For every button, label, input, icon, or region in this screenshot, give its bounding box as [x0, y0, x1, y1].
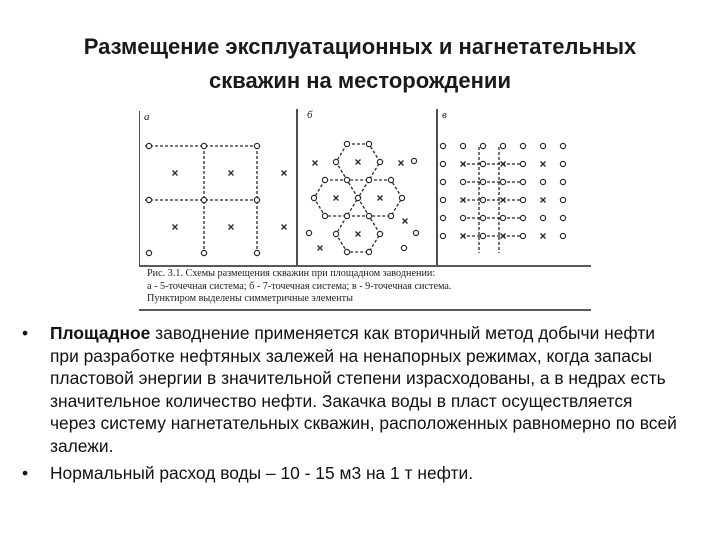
injection-well-marker [541, 234, 546, 239]
injection-well-marker [541, 198, 546, 203]
production-well-marker [366, 177, 371, 182]
production-well-marker [440, 179, 445, 184]
figure-caption [147, 268, 587, 306]
panel-label-c: в [442, 109, 447, 121]
production-well-marker [540, 215, 545, 220]
production-well-marker [146, 197, 151, 202]
injection-well-marker [282, 171, 287, 176]
production-well-marker [440, 215, 445, 220]
production-well-marker [520, 161, 525, 166]
bullet-text: Нормальный расход воды – 10 - 15 м3 на 1 т нефти. [50, 462, 474, 483]
production-well-marker [344, 141, 349, 146]
production-well-marker [560, 161, 565, 166]
bullet-item-water-rate [22, 462, 682, 485]
injection-well-marker [403, 219, 408, 224]
bullet-list [22, 322, 682, 488]
production-well-marker [440, 233, 445, 238]
production-well-marker [480, 197, 485, 202]
production-well-marker [480, 143, 485, 148]
injection-well-marker [334, 196, 339, 201]
injection-well-marker [378, 196, 383, 201]
production-well-marker [254, 250, 259, 255]
caption-line-3: Пунктиром выделены симметричные элементы [147, 293, 353, 304]
production-well-marker [201, 250, 206, 255]
production-well-marker [560, 143, 565, 148]
production-well-marker [480, 215, 485, 220]
injection-well-marker [356, 160, 361, 165]
well-layout-figure [139, 103, 591, 317]
production-well-marker [560, 179, 565, 184]
production-well-marker [540, 179, 545, 184]
production-well-marker [520, 233, 525, 238]
production-well-marker [311, 195, 316, 200]
production-well-marker [146, 250, 151, 255]
production-well-marker [333, 231, 338, 236]
production-well-marker [480, 161, 485, 166]
injection-well-marker [318, 246, 323, 251]
injection-well-marker [541, 162, 546, 167]
injection-well-marker [282, 225, 287, 230]
production-well-marker [401, 245, 406, 250]
production-well-marker [500, 215, 505, 220]
production-well-marker [460, 179, 465, 184]
production-well-marker [344, 213, 349, 218]
production-well-marker [440, 197, 445, 202]
production-well-marker [440, 161, 445, 166]
title-line-2: скважин на месторождении [209, 68, 511, 93]
production-well-marker [201, 143, 206, 148]
production-well-marker [306, 230, 311, 235]
production-well-marker [254, 197, 259, 202]
production-well-marker [146, 143, 151, 148]
production-well-marker [520, 215, 525, 220]
production-well-marker [322, 213, 327, 218]
production-well-marker [254, 143, 259, 148]
production-well-marker [399, 195, 404, 200]
production-well-marker [520, 197, 525, 202]
production-well-marker [344, 249, 349, 254]
caption-line-1: Рис. 3.1. Схемы размещения скважин при площадном заводнении: [147, 268, 436, 279]
production-well-marker [413, 230, 418, 235]
production-well-marker [560, 215, 565, 220]
production-well-marker [411, 158, 416, 163]
production-well-marker [460, 215, 465, 220]
production-well-marker [366, 141, 371, 146]
bullet-bold-term: Площадное [50, 323, 151, 343]
production-well-marker [540, 143, 545, 148]
production-well-marker [322, 177, 327, 182]
injection-well-marker [399, 161, 404, 166]
production-well-marker [520, 179, 525, 184]
injection-well-marker [229, 225, 234, 230]
panel-label-b: б [307, 109, 313, 121]
production-well-marker [560, 233, 565, 238]
production-well-marker [388, 213, 393, 218]
bullet-marker: • [22, 323, 29, 343]
caption-line-2: а - 5-точечная система; б - 7-точечная система; в - 9-точечная система. [147, 280, 452, 292]
production-well-marker [333, 159, 338, 164]
panel-label-a: а [144, 111, 150, 123]
bullet-marker: • [22, 462, 29, 483]
bullet-item-areal-flooding [22, 322, 682, 458]
production-well-marker [344, 177, 349, 182]
production-well-marker [480, 233, 485, 238]
production-well-marker [366, 213, 371, 218]
production-well-marker [500, 143, 505, 148]
production-well-marker [500, 179, 505, 184]
bullet-text: заводнение применяется как вторичный метод добычи нефти при разработке нефтяных залежей на ненапорных режимах, когда запасы пластовой энергии в значительной степени израсходованы, а в недрах есть значительное количество нефти. Закачка воды в пласт осуществляется через систему нагнетательных скважин, расположенных равномерно по всей залежи. [50, 323, 677, 456]
production-well-marker [520, 143, 525, 148]
production-well-marker [377, 159, 382, 164]
injection-well-marker [229, 171, 234, 176]
injection-well-marker [173, 171, 178, 176]
injection-well-marker [173, 225, 178, 230]
production-well-marker [388, 177, 393, 182]
production-well-marker [440, 143, 445, 148]
slide-title [40, 30, 680, 98]
production-well-marker [480, 179, 485, 184]
production-well-marker [366, 249, 371, 254]
injection-well-marker [313, 161, 318, 166]
production-well-marker [560, 197, 565, 202]
production-well-marker [377, 231, 382, 236]
production-well-marker [460, 143, 465, 148]
production-well-marker [355, 195, 360, 200]
injection-well-marker [356, 232, 361, 237]
production-well-marker [201, 197, 206, 202]
title-line-1: Размещение эксплуатационных и нагнетательных [83, 34, 637, 59]
